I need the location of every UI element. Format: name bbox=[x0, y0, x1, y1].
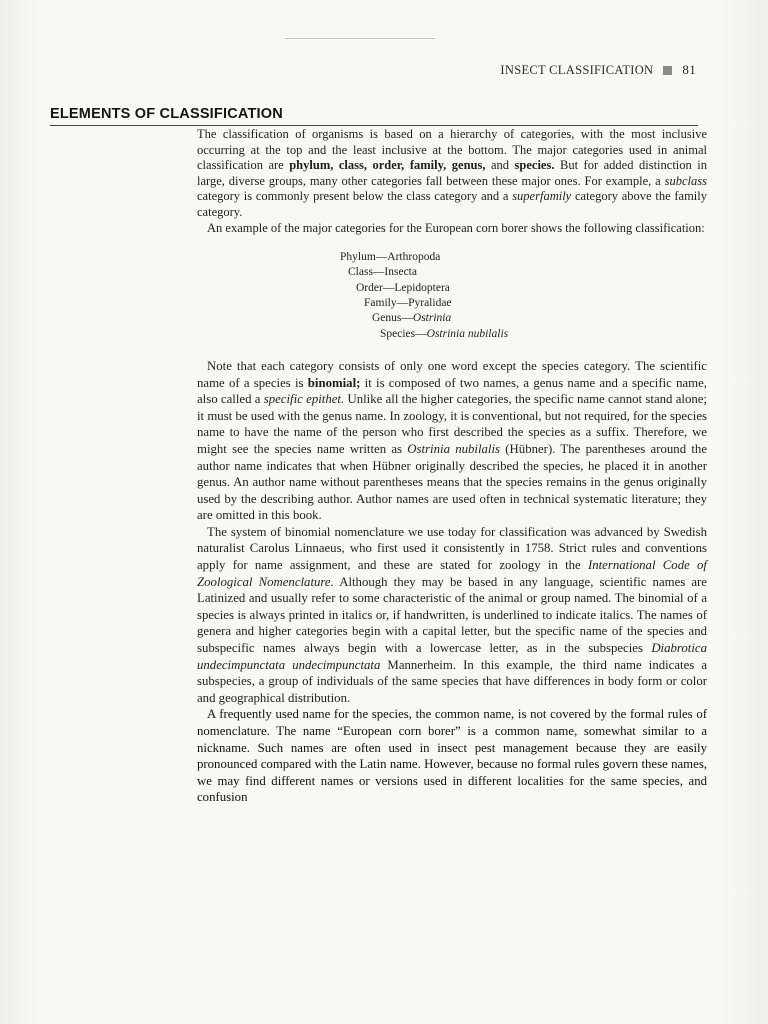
taxon-name: Ostrinia nubilalis bbox=[426, 327, 509, 340]
classification-row bbox=[197, 296, 707, 311]
italic-term: superfamily bbox=[512, 189, 572, 204]
dash: — bbox=[382, 281, 395, 294]
text-run: But for added distinction in large, diverse groups, many other categories fall between these major ones. For example, a bbox=[197, 158, 707, 188]
section-rule bbox=[50, 125, 698, 126]
taxon-name: Ostrinia bbox=[412, 312, 452, 325]
text-run: The system of binomial nomenclature we use today for classification was advanced by Swedish naturalist Carolus Linnaeus, who first used it consistently in 1758. Strict rules and conventions apply for name assignment, and these are stated for zoology in the bbox=[197, 524, 707, 573]
text-run: Unlike all the higher categories, the specific name cannot stand alone; it must be used with the genus name. In zoology, it is conventional, but not required, for the species name to have the name of the person who first described the species as a suffix. Therefore, we might see the species name written as bbox=[197, 392, 707, 456]
paragraph-binomial bbox=[197, 358, 707, 524]
rank-label: Species bbox=[380, 327, 416, 340]
dash: — bbox=[401, 312, 413, 325]
classification-row bbox=[197, 327, 707, 342]
bold-term: binomial; bbox=[307, 375, 361, 390]
italic-term: subclass bbox=[664, 173, 707, 188]
classification-list bbox=[197, 250, 707, 342]
text-run: it is composed of two names, a genus name and a specific name, also called a bbox=[197, 375, 707, 407]
classification-row bbox=[197, 311, 707, 326]
dash: — bbox=[396, 297, 409, 310]
text-run: (Hübner). The parentheses around the author name indicates that when Hübner originally described the species, he placed it in another genus. An author name without parentheses means that the species remains in the genus originally used by the describing author. Author names are used often in technical systematic literature; they are omitted in this book. bbox=[197, 441, 707, 523]
classification-row bbox=[197, 250, 707, 265]
paragraph-common-name: A frequently used name for the species, the common name, is not covered by the formal rules of nomenclature. The name “European corn borer” is a common name, somewhat similar to a nickname. Such names are often used in insect pest management because they are easily pronounced compared with the Latin name. However, because no formal rules govern these names, we may find different names or versions used in different localities for the same species, and confusion bbox=[197, 707, 707, 805]
rank-label: Phylum bbox=[340, 251, 376, 264]
paragraph-example-intro: An example of the major categories for the European corn borer shows the following classification: bbox=[207, 220, 705, 235]
bold-term: species. bbox=[514, 158, 555, 173]
dash: — bbox=[415, 327, 427, 340]
text-run: Mannerheim. In this example, the third name indicates a subspecies, a group of individuals of the same species that have differences in body form or color and geographical distribution. bbox=[197, 657, 707, 705]
text-run: category is commonly present below the class category and a bbox=[197, 189, 513, 204]
body-text bbox=[197, 127, 707, 806]
taxon-name: Pyralidae bbox=[408, 297, 452, 310]
paragraph-linnaeus bbox=[197, 524, 707, 707]
section-heading: ELEMENTS OF CLASSIFICATION bbox=[50, 106, 283, 122]
running-head bbox=[500, 62, 696, 78]
bold-term: phylum, class, order, family, genus, bbox=[289, 158, 486, 173]
top-rule bbox=[285, 38, 435, 39]
text-run: category above the family category. bbox=[197, 189, 707, 219]
classification-row bbox=[197, 265, 707, 280]
italic-term: Ostrinia nubilalis bbox=[407, 441, 501, 456]
page-number: 81 bbox=[682, 62, 696, 77]
text-run: and bbox=[485, 158, 515, 173]
rank-label: Genus bbox=[372, 312, 402, 325]
rank-label: Family bbox=[364, 297, 397, 310]
rank-label: Order bbox=[356, 281, 383, 294]
taxon-name: Arthropoda bbox=[387, 251, 441, 264]
text-run: Note that each category consists of only one word except the species category. The scientific name of a species is bbox=[197, 358, 707, 390]
paragraph-hierarchy bbox=[197, 127, 707, 221]
taxon-name: Lepidoptera bbox=[394, 281, 450, 294]
taxon-name: Insecta bbox=[384, 266, 417, 279]
text-run: The classification of organisms is based on a hierarchy of categories, with the most inclusive occurring at the top and the least inclusive at the bottom. The major categories used in animal classification are bbox=[197, 127, 707, 173]
italic-term: Diabrotica undecimpunctata undecimpunctata bbox=[197, 641, 707, 672]
square-bullet-icon bbox=[663, 66, 672, 75]
italic-term: specific epithet. bbox=[263, 392, 345, 407]
rank-label: Class bbox=[348, 266, 373, 279]
classification-row bbox=[197, 281, 707, 296]
running-title: INSECT CLASSIFICATION bbox=[500, 62, 654, 77]
text-run: Although they may be based in any language, scientific names are Latinized and usually refer to some characteristic of the animal or group named. The binomial of a species is always printed in italics or, if handwritten, is underlined to indicate italics. The names of genera and higher categories begin with a capital letter, but the specific name of the species and subspecific names always begin with a lowercase letter, as in the subspecies bbox=[197, 574, 707, 656]
dash: — bbox=[372, 266, 385, 279]
dash: — bbox=[375, 251, 388, 264]
italic-term: International Code of Zoological Nomenclature. bbox=[197, 558, 707, 589]
